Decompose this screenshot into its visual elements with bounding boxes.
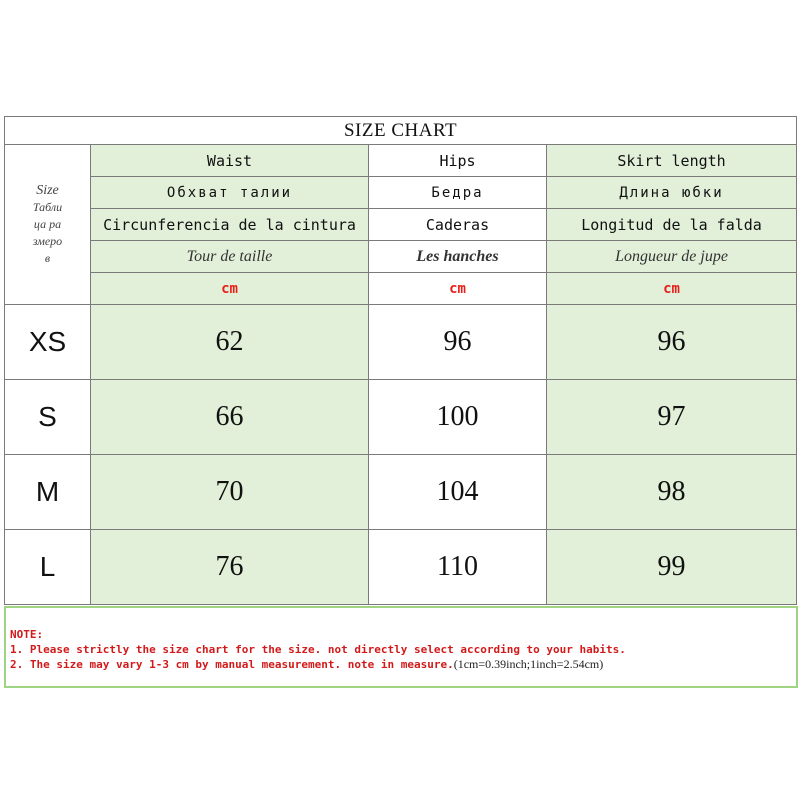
unit-hips: cm: [369, 273, 547, 305]
corner-size-ru-2: ца ра: [33, 217, 62, 231]
waist-value: 76: [91, 530, 369, 605]
header-waist-fr: Tour de taille: [91, 241, 369, 273]
header-waist-ru: Обхват талии: [91, 177, 369, 209]
size-label: M: [5, 455, 91, 530]
note-line-2: [10, 657, 626, 672]
skirt-length-value: 98: [547, 455, 797, 530]
corner-size-ru-1: Табли: [32, 200, 63, 214]
corner-size-ru-4: в: [44, 251, 51, 265]
size-chart-table: [4, 116, 797, 605]
header-skirt-ru: Длина юбки: [547, 177, 797, 209]
hips-value: 100: [369, 380, 547, 455]
size-label: S: [5, 380, 91, 455]
unit-waist: cm: [91, 273, 369, 305]
unit-skirt: cm: [547, 273, 797, 305]
skirt-length-value: 97: [547, 380, 797, 455]
hips-value: 110: [369, 530, 547, 605]
note-box: [4, 606, 798, 688]
corner-size-ru-3: змеро: [32, 234, 63, 248]
table-row: [5, 455, 797, 530]
note-line-2-text: 2. The size may vary 1-3 cm by manual measurement. note in measure.: [10, 658, 454, 671]
size-label: L: [5, 530, 91, 605]
header-skirt-fr: Longueur de jupe: [547, 241, 797, 273]
note-conversion: (1cm=0.39inch;1inch=2.54cm): [453, 657, 604, 671]
header-waist-es: Circunferencia de la cintura: [91, 209, 369, 241]
note-heading: NOTE:: [10, 628, 44, 641]
header-skirt-es: Longitud de la falda: [547, 209, 797, 241]
waist-value: 62: [91, 305, 369, 380]
table-row: [5, 530, 797, 605]
waist-value: 66: [91, 380, 369, 455]
waist-value: 70: [91, 455, 369, 530]
hips-value: 104: [369, 455, 547, 530]
header-waist-en: Waist: [91, 145, 369, 177]
skirt-length-value: 96: [547, 305, 797, 380]
skirt-length-value: 99: [547, 530, 797, 605]
size-corner-label: [5, 145, 91, 305]
header-hips-ru: Бедра: [369, 177, 547, 209]
hips-value: 96: [369, 305, 547, 380]
header-hips-fr: Les hanches: [369, 241, 547, 273]
corner-size-en: Size: [36, 183, 59, 198]
header-hips-en: Hips: [369, 145, 547, 177]
size-label: XS: [5, 305, 91, 380]
table-row: [5, 305, 797, 380]
header-hips-es: Caderas: [369, 209, 547, 241]
header-skirt-en: Skirt length: [547, 145, 797, 177]
chart-title: SIZE CHART: [5, 117, 797, 145]
note-line-1: 1. Please strictly the size chart for the size. not directly select according to your habits.: [10, 643, 626, 656]
table-row: [5, 380, 797, 455]
